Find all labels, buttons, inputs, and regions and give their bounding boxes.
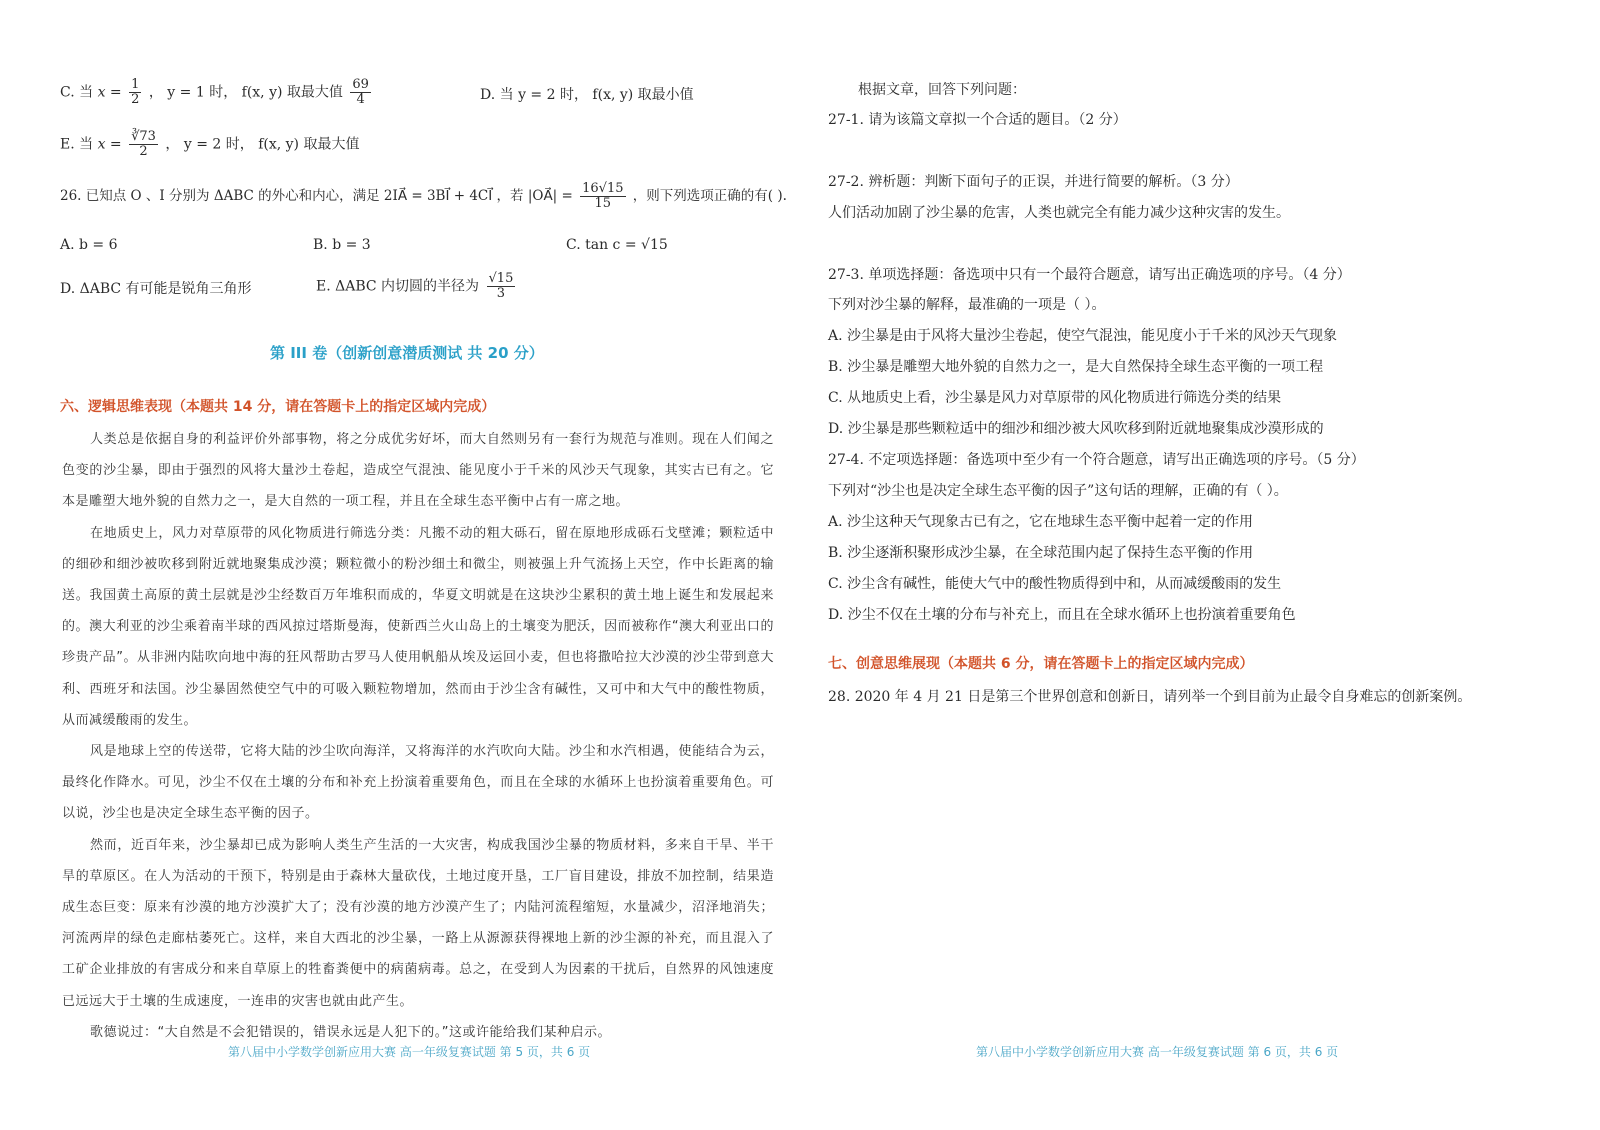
passage-paragraph-2: 在地质史上，风力对草原带的风化物质进行筛选分类：凡搬不动的粗大砾石，留在原地形成砾石戈壁滩；颗粒适中的细砂和细沙被吹移到附近就地聚集成沙漠；颗粒微小的粉沙细土和微尘，则被强上升气流扬上天空，作中长距离的输送。我国黄土高原的黄土层就是沙尘经数百万年堆积而成的，华夏文明就是在这块沙尘累积的黄土地上诞生和发展起来的。澳大利亚的沙尘乘着南半球的西风掠过塔斯曼海，使新西兰火山岛上的土壤变为肥沃，因而被称作“澳大利亚出口的珍贵产品”。从非洲内陆吹向地中海的狂风帮助古罗马人使用帆船从埃及运回小麦，但也将撒哈拉大沙漠的沙尘带到意大利、西班牙和法国。沙尘暴固然使空气中的可吸入颗粒物增加，然而由于沙尘含有碱性，又可中和大气中的酸性物质，从而减缓酸雨的发生。 [62, 525, 774, 728]
question-26 [60, 182, 787, 211]
section-3-title: 第 III 卷（创新创意潜质测试 共 20 分） [270, 344, 544, 362]
option-d: D. 当 y = 2 时， f(x, y) 取最小值 [480, 87, 694, 103]
passage-paragraph-5: 歌德说过：“大自然是不会犯错误的，错误永远是人犯下的。”这或许能给我们某种启示。 [90, 1024, 611, 1040]
q26-option-e-text: E. ΔABC 内切圆的半径为 [316, 278, 480, 295]
q26-option-e [316, 272, 518, 301]
q27-3-option-d: D. 沙尘暴是那些颗粒适中的细沙和细沙被大风吹移到附近就地聚集成沙漠形成的 [828, 421, 1324, 437]
q27-4-option-b: B. 沙尘逐渐积聚形成沙尘暴，在全球范围内起了保持生态平衡的作用 [828, 545, 1254, 561]
option-c-x-label: x = [97, 84, 122, 101]
option-c [60, 78, 374, 107]
section-7-title: 七、创意思维展现（本题共 6 分，请在答题卡上的指定区域内完成） [828, 656, 1254, 672]
question-27-2: 27-2. 辨析题：判断下面句子的正误，并进行简要的解析。（3 分） [828, 174, 1239, 190]
question-27-2-statement: 人们活动加剧了沙尘暴的危害，人类也就完全有能力减少这种灾害的发生。 [828, 205, 1290, 221]
passage-paragraph-3: 风是地球上空的传送带，它将大陆的沙尘吹向海洋，又将海洋的水汽吹向大陆。沙尘和水汽相遇，使能结合为云，最终化作降水。可见，沙尘不仅在土壤的分布和补充上扮演着重要角色，而且在全球的水循环上也扮演着重要角色。可以说，沙尘也是决定全球生态平衡的因子。 [62, 744, 774, 822]
q27-3-option-b: B. 沙尘暴是雕塑大地外貌的自然力之一，是大自然保持全球生态平衡的一项工程 [828, 359, 1324, 375]
left-page-footer: 第八届中小学数学创新应用大赛 高一年级复赛试题 第 5 页，共 6 页 [228, 1045, 591, 1059]
right-page-footer: 第八届中小学数学创新应用大赛 高一年级复赛试题 第 6 页，共 6 页 [976, 1045, 1339, 1059]
q26-option-d: D. ΔABC 有可能是锐角三角形 [60, 281, 252, 297]
question-26-text: 26. 已知点 O 、I 分别为 ΔABC 的外心和内心，满足 2IA⃗ = 3BI⃗ + 4CI⃗ ，若 |OA⃗| = [60, 188, 573, 204]
option-e-text: ， y = 2 时， f(x, y) 取最大值 [165, 136, 360, 153]
q26-option-c: C. tan c = √15 [566, 237, 668, 253]
option-c-text: ， y = 1 时， f(x, y) 取最大值 [148, 84, 343, 101]
q26-option-e-fraction: $\frac{√15}{3}$ [488, 271, 514, 301]
option-e [60, 130, 359, 159]
option-e-fraction: $\frac{∛73}{2}$ [131, 129, 156, 159]
q27-4-option-c: C. 沙尘含有碱性，能使大气中的酸性物质得到中和，从而减缓酸雨的发生 [828, 576, 1282, 592]
passage-paragraph-4: 然而，近百年来，沙尘暴却已成为影响人类生产生活的一大灾害，构成我国沙尘暴的物质材料，多来自干旱、半干旱的草原区。在人为活动的干预下，特别是由于森林大量砍伐，土地过度开垦，工厂盲目建设，排放不加控制，结果造成生态巨变：原来有沙漠的地方沙漠扩大了；没有沙漠的地方沙漠产生了；内陆河流程缩短，水量减少，沼泽地消失；河流两岸的绿色走廊枯萎死亡。这样，来自大西北的沙尘暴，一路上从源源获得裸地上新的沙尘源的补充，而且混入了工矿企业排放的有害成分和来自草原上的牲畜粪便中的病菌病毒。总之，在受到人为因素的干扰后，自然界的风蚀速度已远远大于土壤的生成速度，一连串的灾害也就由此产生。 [62, 837, 774, 1009]
question-27-3-stem: 下列对沙尘暴的解释，最准确的一项是（ ）。 [828, 297, 1106, 313]
option-e-prefix: E. 当 [60, 136, 94, 153]
question-27-4: 27-4. 不定项选择题：备选项中至少有一个符合题意，请写出正确选项的序号。（5 分） [828, 452, 1365, 468]
question-27-4-stem: 下列对“沙尘也是决定全球生态平衡的因子”这句话的理解，正确的有（ ）。 [828, 483, 1288, 499]
q27-4-option-a: A. 沙尘这种天气现象古已有之，它在地球生态平衡中起着一定的作用 [828, 514, 1254, 530]
intro-text: 根据文章，回答下列问题： [858, 82, 1026, 98]
option-c-fraction-2: $\frac{69}{4}$ [352, 77, 369, 107]
question-28: 28. 2020 年 4 月 21 日是第三个世界创意和创新日，请列举一个到目前为止最令自身难忘的创新案例。 [828, 689, 1472, 705]
q26-option-a: A. b = 6 [60, 237, 118, 253]
q27-4-option-d: D. 沙尘不仅在土壤的分布与补充上，而且在全球水循环上也扮演着重要角色 [828, 607, 1296, 623]
question-27-1: 27-1. 请为该篇文章拟一个合适的题目。（2 分） [828, 112, 1127, 128]
passage [62, 424, 774, 1048]
question-27-3: 27-3. 单项选择题：备选项中只有一个最符合题意，请写出正确选项的序号。（4 分） [828, 267, 1351, 283]
option-e-x-label: x = [97, 136, 122, 153]
section-6-title: 六、逻辑思维表现（本题共 14 分，请在答题卡上的指定区域内完成） [60, 399, 496, 415]
q26-option-b: B. b = 3 [313, 237, 371, 253]
option-c-fraction-1: $\frac{1}{2}$ [131, 77, 140, 107]
q27-3-option-c: C. 从地质史上看，沙尘暴是风力对草原带的风化物质进行筛选分类的结果 [828, 390, 1282, 406]
option-c-prefix: C. 当 [60, 84, 94, 101]
q27-3-option-a: A. 沙尘暴是由于风将大量沙尘卷起，使空气混浊，能见度小于千米的风沙天气现象 [828, 328, 1338, 344]
question-26-fraction: $\frac{16√15}{15}$ [582, 181, 624, 211]
passage-paragraph-1: 人类总是依据自身的利益评价外部事物，将之分成优劣好坏，而大自然则另有一套行为规范与准则。现在人们闻之色变的沙尘暴，即由于强烈的风将大量沙土卷起，造成空气混浊、能见度小于千米的风沙天气现象，其实古已有之。它本是雕塑大地外貌的自然力之一，是大自然的一项工程，并且在全球生态平衡中占有一席之地。 [62, 432, 774, 510]
question-26-tail: ，则下列选项正确的有( ). [632, 188, 787, 204]
